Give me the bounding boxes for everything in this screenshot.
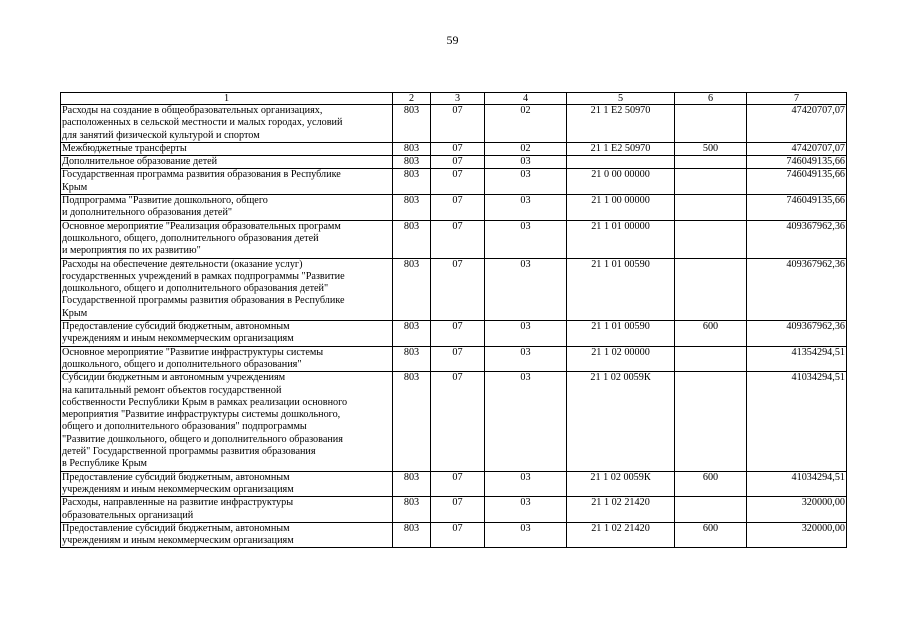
table-row (61, 471, 847, 497)
cell-section: 07 (431, 321, 485, 347)
table-row (61, 258, 847, 320)
header-row (61, 93, 847, 105)
column-header-5: 5 (567, 93, 675, 105)
cell-target-article (567, 156, 675, 169)
cell-subsection: 03 (485, 372, 567, 471)
cell-amount: 41034294,51 (747, 471, 847, 497)
cell-expense-type (675, 195, 747, 221)
description-line: детей" Государственной программы развития образования (62, 446, 316, 458)
description-line: Предоставление субсидий бюджетным, автономным (62, 522, 290, 534)
cell-description (61, 169, 393, 195)
description-line: собственности Республики Крым в рамках реализации основного (62, 396, 348, 408)
description-line: в Республике Крым (62, 458, 148, 470)
table-header (61, 93, 847, 105)
cell-amount: 746049135,66 (747, 195, 847, 221)
description-line: и дополнительного образования детей" (62, 207, 233, 219)
table-row (61, 346, 847, 372)
table-body (61, 105, 847, 548)
cell-description (61, 142, 393, 155)
description-line: учреждениям и иным некоммерческим организациям (62, 535, 294, 547)
table-row (61, 142, 847, 155)
cell-section: 07 (431, 372, 485, 471)
budget-table (60, 92, 847, 548)
table-row (61, 497, 847, 523)
description-line: дошкольного, общего, дополнительного образования детей (62, 232, 319, 244)
cell-target-article: 21 1 01 00590 (567, 321, 675, 347)
column-header-4: 4 (485, 93, 567, 105)
description-line: Расходы, направленные на развитие инфраструктуры (62, 497, 294, 509)
cell-target-article: 21 1 02 0059К (567, 471, 675, 497)
table-row (61, 321, 847, 347)
cell-description (61, 220, 393, 258)
cell-description (61, 195, 393, 221)
cell-amount: 746049135,66 (747, 169, 847, 195)
cell-description (61, 471, 393, 497)
cell-description (61, 497, 393, 523)
description-line: учреждениям и иным некоммерческим организациям (62, 333, 294, 345)
cell-ministry-code: 803 (393, 220, 431, 258)
cell-subsection: 02 (485, 105, 567, 143)
cell-expense-type (675, 156, 747, 169)
cell-section: 07 (431, 142, 485, 155)
cell-target-article: 21 0 00 00000 (567, 169, 675, 195)
table-row (61, 105, 847, 143)
table-row (61, 220, 847, 258)
description-line: Основное мероприятие "Реализация образовательных программ (62, 220, 341, 232)
description-line: Расходы на обеспечение деятельности (оказание услуг) (62, 258, 303, 270)
cell-subsection: 03 (485, 220, 567, 258)
description-line: образовательных организаций (62, 509, 194, 521)
description-line: для занятий физической культурой и спортом (62, 129, 260, 141)
description-line: Крым (62, 307, 88, 319)
cell-subsection: 03 (485, 321, 567, 347)
cell-expense-type (675, 258, 747, 320)
cell-expense-type: 600 (675, 522, 747, 548)
cell-expense-type: 500 (675, 142, 747, 155)
cell-expense-type: 600 (675, 471, 747, 497)
column-header-1: 1 (61, 93, 393, 105)
cell-expense-type (675, 497, 747, 523)
cell-ministry-code: 803 (393, 321, 431, 347)
cell-expense-type (675, 105, 747, 143)
cell-ministry-code: 803 (393, 105, 431, 143)
cell-target-article: 21 1 02 21420 (567, 522, 675, 548)
cell-ministry-code: 803 (393, 497, 431, 523)
cell-subsection: 02 (485, 142, 567, 155)
cell-target-article: 21 1 01 00000 (567, 220, 675, 258)
description-line: Подпрограмма "Развитие дошкольного, общего (62, 195, 268, 207)
description-line: дошкольного, общего и дополнительного образования детей" (62, 283, 329, 295)
cell-target-article: 21 1 02 00000 (567, 346, 675, 372)
cell-section: 07 (431, 522, 485, 548)
cell-section: 07 (431, 220, 485, 258)
description-line: общего и дополнительного образования" подпрограммы (62, 421, 307, 433)
description-line: учреждениям и иным некоммерческим организациям (62, 483, 294, 495)
table-row (61, 156, 847, 169)
cell-expense-type (675, 220, 747, 258)
cell-section: 07 (431, 156, 485, 169)
column-header-6: 6 (675, 93, 747, 105)
description-line: государственных учреждений в рамках подпрограммы "Развитие (62, 270, 345, 282)
cell-ministry-code: 803 (393, 156, 431, 169)
cell-description (61, 105, 393, 143)
description-line: "Развитие дошкольного, общего и дополнительного образования (62, 433, 343, 445)
description-line: Государственная программа развития образования в Республике (62, 169, 341, 181)
description-line: и мероприятия по их развитию" (62, 245, 201, 257)
cell-ministry-code: 803 (393, 346, 431, 372)
cell-section: 07 (431, 497, 485, 523)
cell-subsection: 03 (485, 195, 567, 221)
cell-ministry-code: 803 (393, 169, 431, 195)
cell-description (61, 156, 393, 169)
cell-amount: 41354294,51 (747, 346, 847, 372)
cell-ministry-code: 803 (393, 522, 431, 548)
cell-section: 07 (431, 169, 485, 195)
cell-ministry-code: 803 (393, 372, 431, 471)
cell-amount: 409367962,36 (747, 321, 847, 347)
cell-target-article: 21 1 Е2 50970 (567, 105, 675, 143)
table-row (61, 372, 847, 471)
cell-section: 07 (431, 471, 485, 497)
cell-expense-type (675, 169, 747, 195)
cell-ministry-code: 803 (393, 471, 431, 497)
description-line: дошкольного, общего и дополнительного образования" (62, 358, 302, 370)
cell-expense-type (675, 372, 747, 471)
cell-amount: 47420707,07 (747, 105, 847, 143)
cell-section: 07 (431, 258, 485, 320)
cell-description (61, 346, 393, 372)
cell-description (61, 522, 393, 548)
cell-expense-type (675, 346, 747, 372)
cell-subsection: 03 (485, 497, 567, 523)
cell-ministry-code: 803 (393, 258, 431, 320)
cell-amount: 320000,00 (747, 497, 847, 523)
cell-expense-type: 600 (675, 321, 747, 347)
column-header-7: 7 (747, 93, 847, 105)
table-row (61, 195, 847, 221)
cell-target-article: 21 1 02 21420 (567, 497, 675, 523)
cell-subsection: 03 (485, 258, 567, 320)
description-line: мероприятия "Развитие инфраструктуры системы дошкольного, (62, 409, 341, 421)
cell-ministry-code: 803 (393, 142, 431, 155)
description-line: Расходы на создание в общеобразовательных организациях, (62, 105, 323, 116)
cell-subsection: 03 (485, 346, 567, 372)
description-line: Дополнительное образование детей (62, 156, 218, 168)
table-row (61, 169, 847, 195)
description-line: Субсидии бюджетным и автономным учреждениям (62, 372, 286, 384)
cell-amount: 320000,00 (747, 522, 847, 548)
cell-description (61, 258, 393, 320)
description-line: Предоставление субсидий бюджетным, автономным (62, 471, 290, 483)
description-line: Крым (62, 181, 88, 193)
cell-section: 07 (431, 346, 485, 372)
description-line: Государственной программы развития образования в Республике (62, 295, 345, 307)
cell-subsection: 03 (485, 156, 567, 169)
description-line: расположенных в сельской местности и малых городах, условий (62, 117, 343, 129)
description-line: Основное мероприятие "Развитие инфраструктуры системы (62, 346, 324, 358)
description-line: Предоставление субсидий бюджетным, автономным (62, 321, 290, 333)
cell-amount: 41034294,51 (747, 372, 847, 471)
column-header-2: 2 (393, 93, 431, 105)
cell-amount: 409367962,36 (747, 220, 847, 258)
cell-description (61, 321, 393, 347)
cell-subsection: 03 (485, 522, 567, 548)
description-line: на капитальный ремонт объектов государственной (62, 384, 282, 396)
cell-target-article: 21 1 Е2 50970 (567, 142, 675, 155)
cell-section: 07 (431, 105, 485, 143)
cell-section: 07 (431, 195, 485, 221)
cell-amount: 47420707,07 (747, 142, 847, 155)
column-header-3: 3 (431, 93, 485, 105)
cell-target-article: 21 1 00 00000 (567, 195, 675, 221)
cell-description (61, 372, 393, 471)
cell-subsection: 03 (485, 169, 567, 195)
table-row (61, 522, 847, 548)
cell-target-article: 21 1 01 00590 (567, 258, 675, 320)
cell-amount: 409367962,36 (747, 258, 847, 320)
cell-ministry-code: 803 (393, 195, 431, 221)
cell-target-article: 21 1 02 0059К (567, 372, 675, 471)
page-number: 59 (446, 33, 459, 47)
cell-amount: 746049135,66 (747, 156, 847, 169)
description-line: Межбюджетные трансферты (62, 142, 187, 154)
cell-subsection: 03 (485, 471, 567, 497)
